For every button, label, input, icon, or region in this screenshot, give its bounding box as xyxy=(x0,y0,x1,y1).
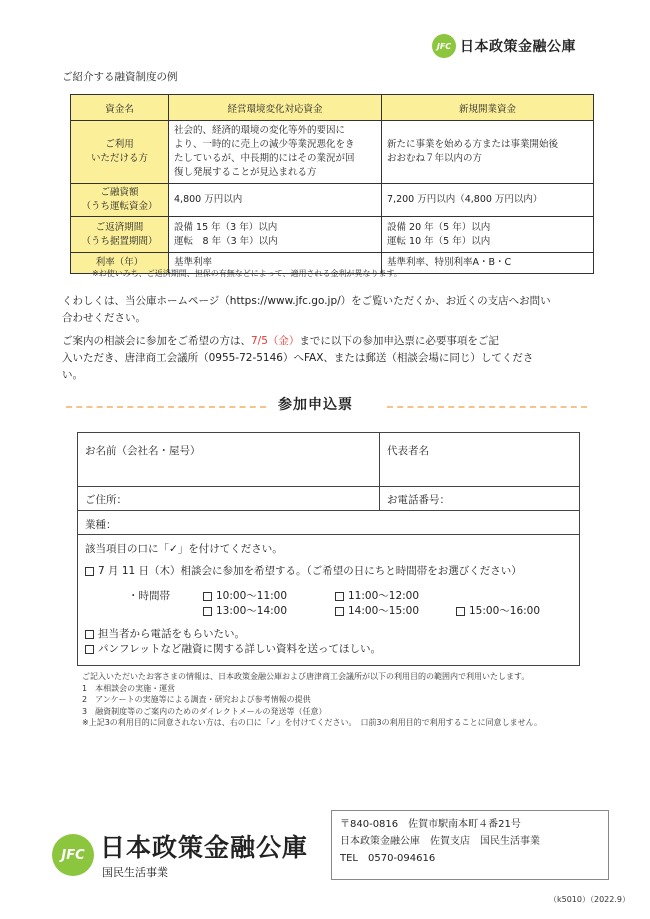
address-box xyxy=(331,810,609,880)
info-line: くわしくは、当公庫ホームページ（https://www.jfc.go.jp/）をご覧いただくか、お近くの支店へお問い xyxy=(62,295,551,307)
form-divider xyxy=(78,486,579,487)
phone-field[interactable]: お電話番号： xyxy=(387,494,450,506)
row-label-line: いただける方 xyxy=(90,153,148,164)
privacy-line: 1 本相談会の実施・運営 xyxy=(82,683,176,693)
title-dash-right xyxy=(387,406,587,408)
cell xyxy=(382,184,594,217)
application-text: までに以下の参加申込票に必要事項をご記 xyxy=(299,335,499,347)
brochure-request-option[interactable] xyxy=(85,641,381,656)
cell-line: 運転 8 年（3 年）以内 xyxy=(174,235,278,247)
brochure-request-label: パンフレットなど融資に関する詳しい資料を送ってほしい。 xyxy=(98,643,381,655)
time-slot-option[interactable] xyxy=(203,588,287,603)
document-code: （k5010）（2022.9） xyxy=(549,895,630,904)
loan-table xyxy=(70,94,594,274)
phone-request-checkbox[interactable] xyxy=(85,630,94,639)
table-header: 資金名 xyxy=(71,95,169,121)
row-label-line: （うち据置期間） xyxy=(81,235,158,247)
form-title: 参加申込票 xyxy=(278,397,353,413)
cell xyxy=(382,217,594,253)
time-slot-option[interactable] xyxy=(335,588,419,603)
cell xyxy=(382,121,594,184)
row-label xyxy=(71,184,169,217)
table-header: 新規開業資金 xyxy=(382,95,594,121)
top-logo-name: 日本政策金融公庫 xyxy=(460,39,576,55)
row-label-line: ご返済期間 xyxy=(95,221,144,233)
time-slot-text: 14:00～15:00 xyxy=(348,605,420,617)
representative-field[interactable]: 代表者名 xyxy=(387,445,429,457)
cell-line: 社会的、経済的環境の変化等外的要因に xyxy=(174,125,346,136)
application-form xyxy=(77,432,580,666)
time-slot-text: 13:00～14:00 xyxy=(216,605,288,617)
form-divider xyxy=(78,510,579,511)
info-line: 合わせください。 xyxy=(62,312,146,324)
deadline-date: 7/5（金） xyxy=(251,335,300,347)
address-field[interactable]: ご住所： xyxy=(85,494,127,506)
cell-line: 運転 10 年（5 年）以内 xyxy=(387,235,491,247)
time-slot-text: 15:00～16:00 xyxy=(469,605,541,617)
application-text: ご案内の相談会に参加をご希望の方は、 xyxy=(62,335,251,347)
table-row xyxy=(71,121,594,184)
row-label xyxy=(71,121,169,184)
cell xyxy=(169,121,382,184)
time-slot-option[interactable] xyxy=(456,603,540,618)
cell xyxy=(382,253,594,274)
cell-line: 4,800 万円以内 xyxy=(174,194,243,205)
table-row xyxy=(71,184,594,217)
application-line: 入いただき、唐津商工会議所（0955-72-5146）へFAX、または郵送（相談会場に同じ）してくださ xyxy=(62,352,534,364)
info-paragraph xyxy=(62,293,602,327)
privacy-line[interactable]: ※上記3の利用目的に同意されない方は、右の口に「✓」を付けてください。 口前3の利用目的で利用することに同意しません。 xyxy=(82,718,543,727)
time-slot-checkbox[interactable] xyxy=(456,607,465,616)
cell-line: 設備 20 年（5 年）以内 xyxy=(387,221,491,233)
form-instruction: 該当項目の口に「✓」を付けてください。 xyxy=(85,543,283,555)
row-label-line: 利率（年） xyxy=(95,257,144,268)
time-slot-checkbox[interactable] xyxy=(335,607,344,616)
time-slot-text: 11:00～12:00 xyxy=(348,590,420,602)
row-label-line: ご融資額 xyxy=(100,187,139,198)
table-note: ※お使いみち、ご返済期間、担保の有無などによって、適用される金利が異なります。 xyxy=(92,269,402,278)
row-label-line: ご利用 xyxy=(105,139,134,150)
consultation-checkbox[interactable] xyxy=(85,567,94,576)
cell-line: 新たに事業を始める方または事業開始後 xyxy=(387,139,559,150)
time-slot-text: 10:00～11:00 xyxy=(216,590,288,602)
bottom-logo-sub: 国民生活事業 xyxy=(102,866,168,879)
bottom-logo-name: 日本政策金融公庫 xyxy=(100,833,309,862)
consultation-option[interactable] xyxy=(85,563,522,578)
application-line: い。 xyxy=(62,369,83,381)
cell-line: 7,200 万円以内（4,800 万円以内） xyxy=(387,194,543,205)
privacy-line: ご記入いただいたお客さまの情報は、日本政策金融公庫および唐津商工会議所が以下の利用目的の範囲内で利用いたします。 xyxy=(82,672,530,681)
industry-field[interactable]: 業種： xyxy=(85,519,117,531)
address-line: 日本政策金融公庫 佐賀支店 国民生活事業 xyxy=(340,836,540,847)
address-line: TEL 0570-094616 xyxy=(340,853,436,864)
phone-request-label: 担当者から電話をもらいたい。 xyxy=(98,628,245,640)
address-line: 〒840-0816 佐賀市駅南本町４番21号 xyxy=(340,819,521,830)
cell-line: 基準利率、特別利率A・B・C xyxy=(387,257,512,268)
cell-line: より、一時的に売上の減少等業況悪化をき xyxy=(174,139,355,150)
time-slot-checkbox[interactable] xyxy=(335,592,344,601)
cell-line: たしているが、中長期的にはその業況が回 xyxy=(174,153,355,164)
privacy-line: 2 アンケートの実施等による調査・研究および参考情報の提供 xyxy=(82,695,311,704)
cell-line: おおむね７年以内の方 xyxy=(387,153,483,164)
form-divider xyxy=(78,534,579,535)
time-slot-checkbox[interactable] xyxy=(203,592,212,601)
table-header-row xyxy=(71,95,594,121)
phone-request-option[interactable] xyxy=(85,626,245,641)
jfc-logo-icon: JFC xyxy=(52,834,94,876)
cell xyxy=(169,184,382,217)
consultation-option-label: 7 月 11 日（木）相談会に参加を希望する。（ご希望の日にちと時間帯をお選びください） xyxy=(98,565,522,577)
top-logo xyxy=(432,34,576,58)
table-row xyxy=(71,217,594,253)
cell-line: 設備 15 年（3 年）以内 xyxy=(174,221,278,233)
row-label-line: （うち運転資金） xyxy=(81,201,158,212)
cell xyxy=(169,217,382,253)
form-divider xyxy=(379,433,380,510)
application-line xyxy=(62,333,602,350)
company-name-field[interactable]: お名前（会社名・屋号） xyxy=(85,445,201,457)
time-slot-label: ・時間帯 xyxy=(128,590,170,602)
title-dash-left xyxy=(66,406,266,408)
jfc-logo-icon: JFC xyxy=(432,34,456,58)
brochure-request-checkbox[interactable] xyxy=(85,645,94,654)
time-slot-checkbox[interactable] xyxy=(203,607,212,616)
time-slot-option[interactable] xyxy=(335,603,419,618)
row-label xyxy=(71,217,169,253)
privacy-line: 3 融資制度等のご案内のためのダイレクトメールの発送等（任意） xyxy=(82,706,327,716)
cell-line: 基準利率 xyxy=(174,257,213,268)
privacy-notice xyxy=(82,671,542,729)
time-slot-option[interactable] xyxy=(203,603,287,618)
cell-line: 復し発展することが見込まれる方 xyxy=(174,167,317,178)
intro-heading: ご紹介する融資制度の例 xyxy=(62,71,178,83)
table-header: 経営環境変化対応資金 xyxy=(169,95,382,121)
application-paragraph xyxy=(62,333,602,384)
